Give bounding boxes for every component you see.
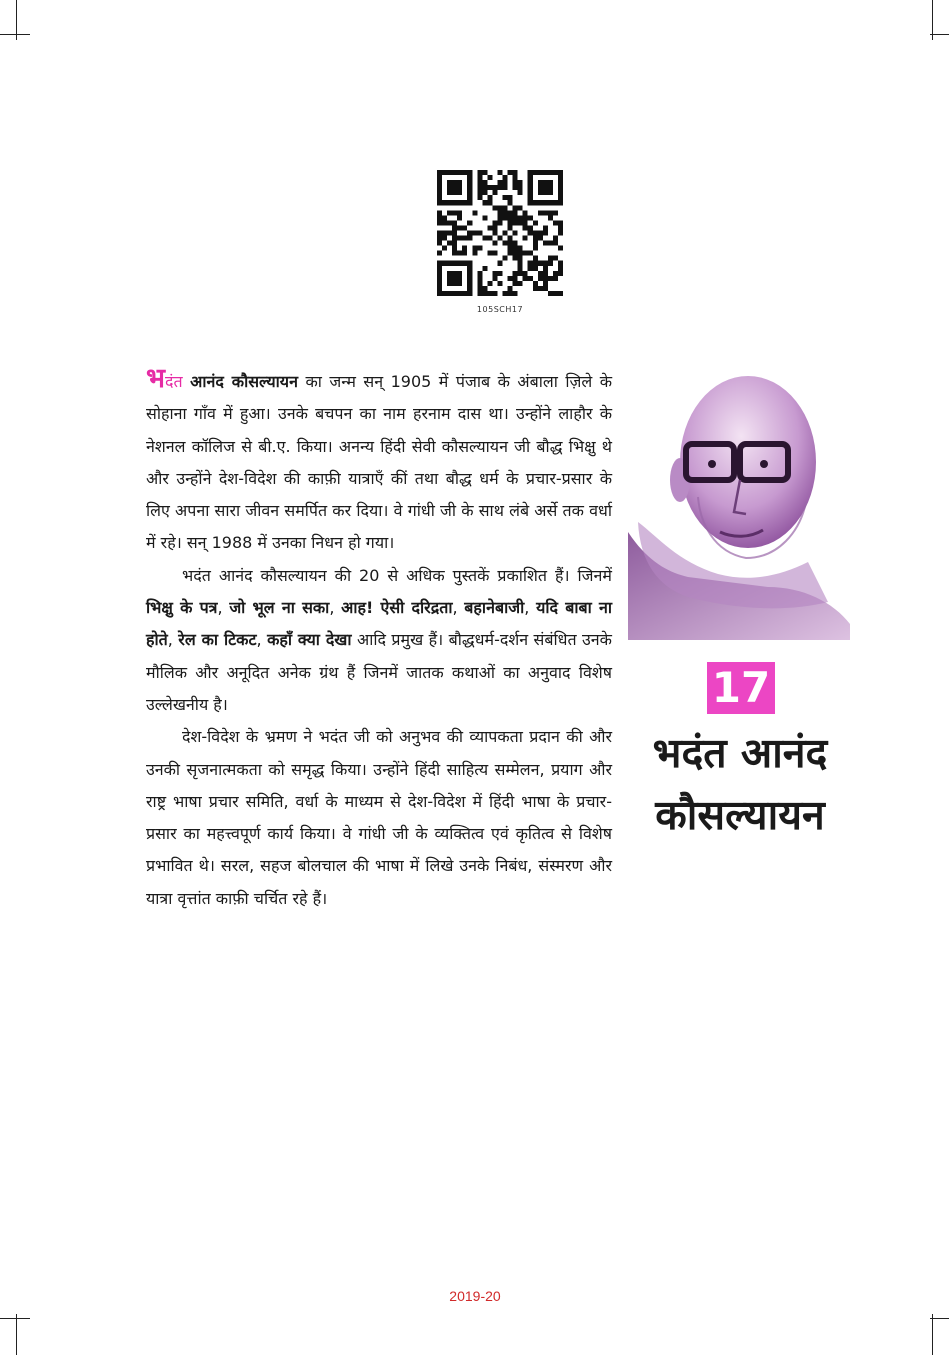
qr-module	[492, 241, 497, 246]
qr-module	[437, 230, 442, 235]
qr-module	[477, 175, 482, 180]
qr-module	[528, 261, 533, 266]
qr-module	[457, 236, 462, 241]
qr-module	[558, 271, 563, 276]
qr-module	[528, 251, 533, 256]
qr-module	[508, 220, 513, 225]
comma: ,	[452, 598, 458, 618]
qr-module	[472, 210, 477, 215]
bio-paragraph-3: देश-विदेश के भ्रमण ने भदंत जी को अनुभव की व्यापकता प्रदान की और उनकी सृजनात्मकता को समृद्ध किया। उन्होंने हिंदी साहित्य सम्मेलन, प्रयाग और राष्ट्र भाषा प्रचार समिति, वर्धा के माध्यम से देश-विदेश में हिंदी भाषा के प्रचार-प्रसार का महत्त्वपूर्ण कार्य किया। वे गांधी जी के व्यक्तित्व एवं कृतित्व से विशेष प्रभावित थे। सरल, सहज बोलचाल की भाषा में लिखे उनके निबंध, संस्मरण और यात्रा वृत्तांत काफ़ी चर्चित रहे हैं।	[146, 727, 612, 908]
qr-module	[482, 190, 487, 195]
qr-module	[518, 215, 523, 220]
crop-mark	[0, 34, 30, 35]
qr-module	[477, 230, 482, 235]
book-title: बहानेबाजी	[464, 598, 525, 618]
qr-module	[503, 210, 508, 215]
qr-module	[467, 220, 472, 225]
qr-module	[452, 251, 457, 256]
qr-module	[533, 266, 538, 271]
qr-module	[437, 241, 442, 246]
qr-module	[452, 225, 457, 230]
qr-module	[543, 261, 548, 266]
qr-module	[513, 246, 518, 251]
qr-module	[553, 291, 558, 296]
drop-cap: भ	[146, 363, 165, 394]
qr-module	[548, 241, 553, 246]
qr-module	[487, 185, 492, 190]
qr-module	[508, 210, 513, 215]
book-title: भिक्षु के पत्र	[146, 598, 218, 618]
qr-module	[497, 205, 502, 210]
qr-module	[477, 246, 482, 251]
qr-module	[523, 271, 528, 276]
qr-code-label: 105SCH17	[476, 305, 524, 314]
qr-module	[543, 241, 548, 246]
qr-module	[518, 271, 523, 276]
qr-module	[487, 200, 492, 205]
qr-module	[508, 195, 513, 200]
qr-module	[518, 281, 523, 286]
edition-year: 2019-20	[449, 1288, 501, 1304]
qr-module	[533, 286, 538, 291]
crop-mark	[0, 1318, 30, 1319]
qr-module	[553, 220, 558, 225]
qr-module	[472, 251, 477, 256]
qr-module	[477, 276, 482, 281]
qr-module	[472, 230, 477, 235]
qr-module	[503, 180, 508, 185]
qr-module	[503, 291, 508, 296]
qr-module	[487, 195, 492, 200]
qr-module	[533, 261, 538, 266]
qr-module	[538, 286, 543, 291]
qr-module	[553, 210, 558, 215]
qr-module	[457, 225, 462, 230]
qr-module	[518, 251, 523, 256]
comma: ,	[167, 630, 173, 650]
qr-module	[477, 291, 482, 296]
qr-module	[528, 225, 533, 230]
qr-module	[513, 175, 518, 180]
qr-module	[508, 236, 513, 241]
qr-module	[492, 271, 497, 276]
book-title: आह! ऐसी दरिद्रता	[341, 598, 453, 618]
qr-module	[497, 210, 502, 215]
qr-module	[548, 291, 553, 296]
comma: ,	[329, 598, 335, 618]
qr-module	[523, 236, 528, 241]
qr-module	[452, 241, 457, 246]
qr-module	[447, 241, 452, 246]
bio-paragraph-1	[146, 363, 612, 560]
qr-module	[487, 175, 492, 180]
qr-module	[482, 291, 487, 296]
qr-module	[497, 261, 502, 266]
qr-module	[472, 246, 477, 251]
qr-module	[523, 276, 528, 281]
qr-module	[513, 220, 518, 225]
qr-module	[533, 281, 538, 286]
qr-module	[543, 286, 548, 291]
qr-module	[482, 200, 487, 205]
qr-module	[487, 236, 492, 241]
qr-module	[513, 251, 518, 256]
paragraph-text: का जन्म सन् 1905 में पंजाब के अंबाला ज़िले के सोहाना गाँव में हुआ। उनके बचपन का नाम हरनाम दास था। उन्होंने लाहौर के नेशनल कॉलिज से बी.ए. किया। अनन्य हिंदी सेवी कौसल्यायन जी बौद्ध भिक्षु थे और उन्होंने देश-विदेश की काफ़ी यात्राएँ कीं तथा बौद्ध धर्म के प्रचार-प्रसार के लिए अपना सारा जीवन समर्पित कर दिया। वे गांधी जी के साथ लंबे अर्से तक वर्धा में रहे। सन् 1988 में उनका निधन हो गया।	[146, 372, 612, 553]
qr-module	[523, 210, 528, 215]
qr-module	[497, 281, 502, 286]
qr-module	[457, 215, 462, 220]
qr-module	[558, 230, 563, 235]
qr-module	[457, 210, 462, 215]
qr-module	[503, 256, 508, 261]
qr-module	[503, 215, 508, 220]
qr-module	[477, 195, 482, 200]
qr-module	[558, 261, 563, 266]
qr-module	[533, 230, 538, 235]
qr-module	[543, 281, 548, 286]
qr-module	[467, 236, 472, 241]
qr-module	[553, 271, 558, 276]
qr-module	[477, 286, 482, 291]
comma: ,	[524, 598, 530, 618]
qr-module	[503, 185, 508, 190]
qr-module	[497, 185, 502, 190]
qr-module	[553, 236, 558, 241]
qr-module	[452, 220, 457, 225]
qr-module	[447, 210, 452, 215]
qr-module	[558, 225, 563, 230]
qr-module	[462, 236, 467, 241]
qr-module	[538, 261, 543, 266]
crop-mark	[932, 1314, 933, 1355]
qr-module	[492, 225, 497, 230]
chapter-number: 17	[707, 662, 775, 714]
qr-module	[497, 170, 502, 175]
qr-module	[518, 185, 523, 190]
chapter-title	[620, 722, 860, 846]
qr-module	[442, 220, 447, 225]
qr-module	[492, 190, 497, 195]
qr-module	[462, 251, 467, 256]
qr-module	[492, 251, 497, 256]
qr-module	[553, 241, 558, 246]
qr-module	[533, 246, 538, 251]
qr-module	[543, 210, 548, 215]
qr-module	[513, 256, 518, 261]
qr-module	[442, 215, 447, 220]
qr-module	[538, 271, 543, 276]
qr-module	[487, 251, 492, 256]
qr-module	[462, 246, 467, 251]
qr-module	[477, 185, 482, 190]
qr-module	[492, 220, 497, 225]
qr-module	[558, 266, 563, 271]
qr-module	[543, 266, 548, 271]
qr-module	[442, 230, 447, 235]
qr-module	[492, 205, 497, 210]
qr-module	[508, 291, 513, 296]
qr-module	[528, 230, 533, 235]
qr-module	[477, 271, 482, 276]
qr-module	[548, 276, 553, 281]
qr-module	[508, 215, 513, 220]
qr-module	[518, 205, 523, 210]
qr-module	[437, 210, 442, 215]
qr-module	[482, 180, 487, 185]
qr-module	[543, 230, 548, 235]
qr-module	[518, 246, 523, 251]
qr-module	[518, 190, 523, 195]
qr-module	[447, 271, 462, 286]
qr-module	[523, 225, 528, 230]
qr-module	[503, 241, 508, 246]
paragraph-text: आदि प्रमुख हैं। बौद्धधर्म-दर्शन संबंधित उनके मौलिक और अनूदित अनेक ग्रंथ हैं जिनमें जातक कथाओं का अनुवाद विशेष उल्लेखनीय है।	[146, 630, 612, 714]
qr-module	[452, 246, 457, 251]
qr-module	[518, 261, 523, 266]
qr-module	[513, 215, 518, 220]
qr-module	[452, 210, 457, 215]
qr-module	[477, 281, 482, 286]
qr-module	[452, 230, 457, 235]
qr-module	[533, 236, 538, 241]
qr-module	[447, 180, 462, 195]
qr-module	[518, 180, 523, 185]
qr-code[interactable]	[437, 170, 563, 296]
qr-module	[543, 276, 548, 281]
qr-module	[442, 246, 447, 251]
qr-module	[513, 185, 518, 190]
qr-module	[513, 271, 518, 276]
qr-module	[447, 230, 452, 235]
paragraph-text: भदंत आनंद कौसल्यायन की 20 से अधिक पुस्तकें प्रकाशित हैं। जिनमें	[182, 565, 612, 585]
qr-module	[518, 266, 523, 271]
qr-module	[508, 286, 513, 291]
qr-module	[442, 236, 447, 241]
qr-module	[523, 220, 528, 225]
qr-module	[482, 286, 487, 291]
qr-module	[513, 180, 518, 185]
qr-module	[513, 241, 518, 246]
qr-module	[492, 230, 497, 235]
qr-module	[513, 281, 518, 286]
qr-module	[497, 180, 502, 185]
book-title: जो भूल ना सका	[229, 598, 330, 618]
qr-module	[538, 210, 543, 215]
qr-module	[457, 251, 462, 256]
lead-word: दंत	[164, 372, 183, 391]
comma: ,	[256, 630, 262, 650]
book-title: रेल का टिकट	[178, 630, 257, 650]
qr-module	[482, 215, 487, 220]
qr-module	[548, 215, 553, 220]
qr-module	[467, 230, 472, 235]
qr-module	[508, 246, 513, 251]
qr-module	[553, 276, 558, 281]
qr-module	[508, 170, 513, 175]
qr-module	[553, 256, 558, 261]
qr-module	[513, 170, 518, 175]
qr-module	[503, 205, 508, 210]
qr-module	[477, 180, 482, 185]
qr-module	[518, 220, 523, 225]
qr-module	[503, 230, 508, 235]
qr-module	[497, 271, 502, 276]
qr-module	[513, 291, 518, 296]
qr-module	[482, 170, 487, 175]
qr-module	[437, 236, 442, 241]
qr-module	[508, 241, 513, 246]
comma: ,	[217, 598, 223, 618]
qr-module	[538, 230, 543, 235]
qr-module	[533, 256, 538, 261]
qr-module	[508, 225, 513, 230]
qr-module	[513, 276, 518, 281]
qr-module	[482, 266, 487, 271]
qr-module	[492, 185, 497, 190]
chapter-title-line: कौसल्यायन	[655, 791, 825, 839]
qr-module	[437, 220, 442, 225]
qr-module	[482, 185, 487, 190]
qr-module	[528, 215, 533, 220]
qr-module	[462, 225, 467, 230]
qr-module	[508, 200, 513, 205]
qr-module	[497, 220, 502, 225]
qr-module	[523, 251, 528, 256]
crop-mark	[932, 0, 933, 40]
qr-module	[482, 236, 487, 241]
qr-module	[513, 210, 518, 215]
crop-mark	[16, 1314, 17, 1355]
crop-mark	[16, 0, 17, 40]
qr-module	[548, 210, 553, 215]
qr-module	[508, 251, 513, 256]
qr-module	[452, 236, 457, 241]
qr-module	[477, 170, 482, 175]
qr-module	[513, 205, 518, 210]
qr-module	[533, 220, 538, 225]
book-title: यदि बाबा ना होते	[146, 598, 612, 650]
qr-module	[437, 215, 442, 220]
author-name: आनंद कौसल्यायन	[190, 372, 298, 391]
qr-module	[558, 291, 563, 296]
qr-module	[492, 291, 497, 296]
qr-module	[548, 256, 553, 261]
qr-module	[492, 276, 497, 281]
qr-module	[487, 291, 492, 296]
bio-paragraph-2	[146, 560, 612, 721]
qr-module	[533, 241, 538, 246]
qr-module	[543, 225, 548, 230]
qr-module	[487, 281, 492, 286]
qr-module	[558, 220, 563, 225]
qr-module	[497, 215, 502, 220]
biography	[146, 363, 612, 915]
qr-module	[528, 276, 533, 281]
qr-module	[437, 251, 442, 256]
qr-module	[538, 236, 543, 241]
qr-module	[513, 230, 518, 235]
book-title: कहाँ क्या देखा	[267, 630, 352, 650]
qr-module	[523, 215, 528, 220]
qr-module	[558, 246, 563, 251]
qr-module	[528, 266, 533, 271]
qr-module	[497, 236, 502, 241]
qr-module	[543, 271, 548, 276]
qr-module	[487, 225, 492, 230]
qr-module	[503, 195, 508, 200]
author-portrait	[628, 362, 850, 640]
qr-module	[518, 256, 523, 261]
chapter-title-line: भदंत आनंद	[652, 729, 828, 777]
qr-module	[538, 180, 553, 195]
qr-module	[548, 261, 553, 266]
qr-module	[503, 175, 508, 180]
qr-module	[538, 276, 543, 281]
qr-module	[477, 190, 482, 195]
qr-module	[447, 220, 452, 225]
qr-module	[508, 276, 513, 281]
